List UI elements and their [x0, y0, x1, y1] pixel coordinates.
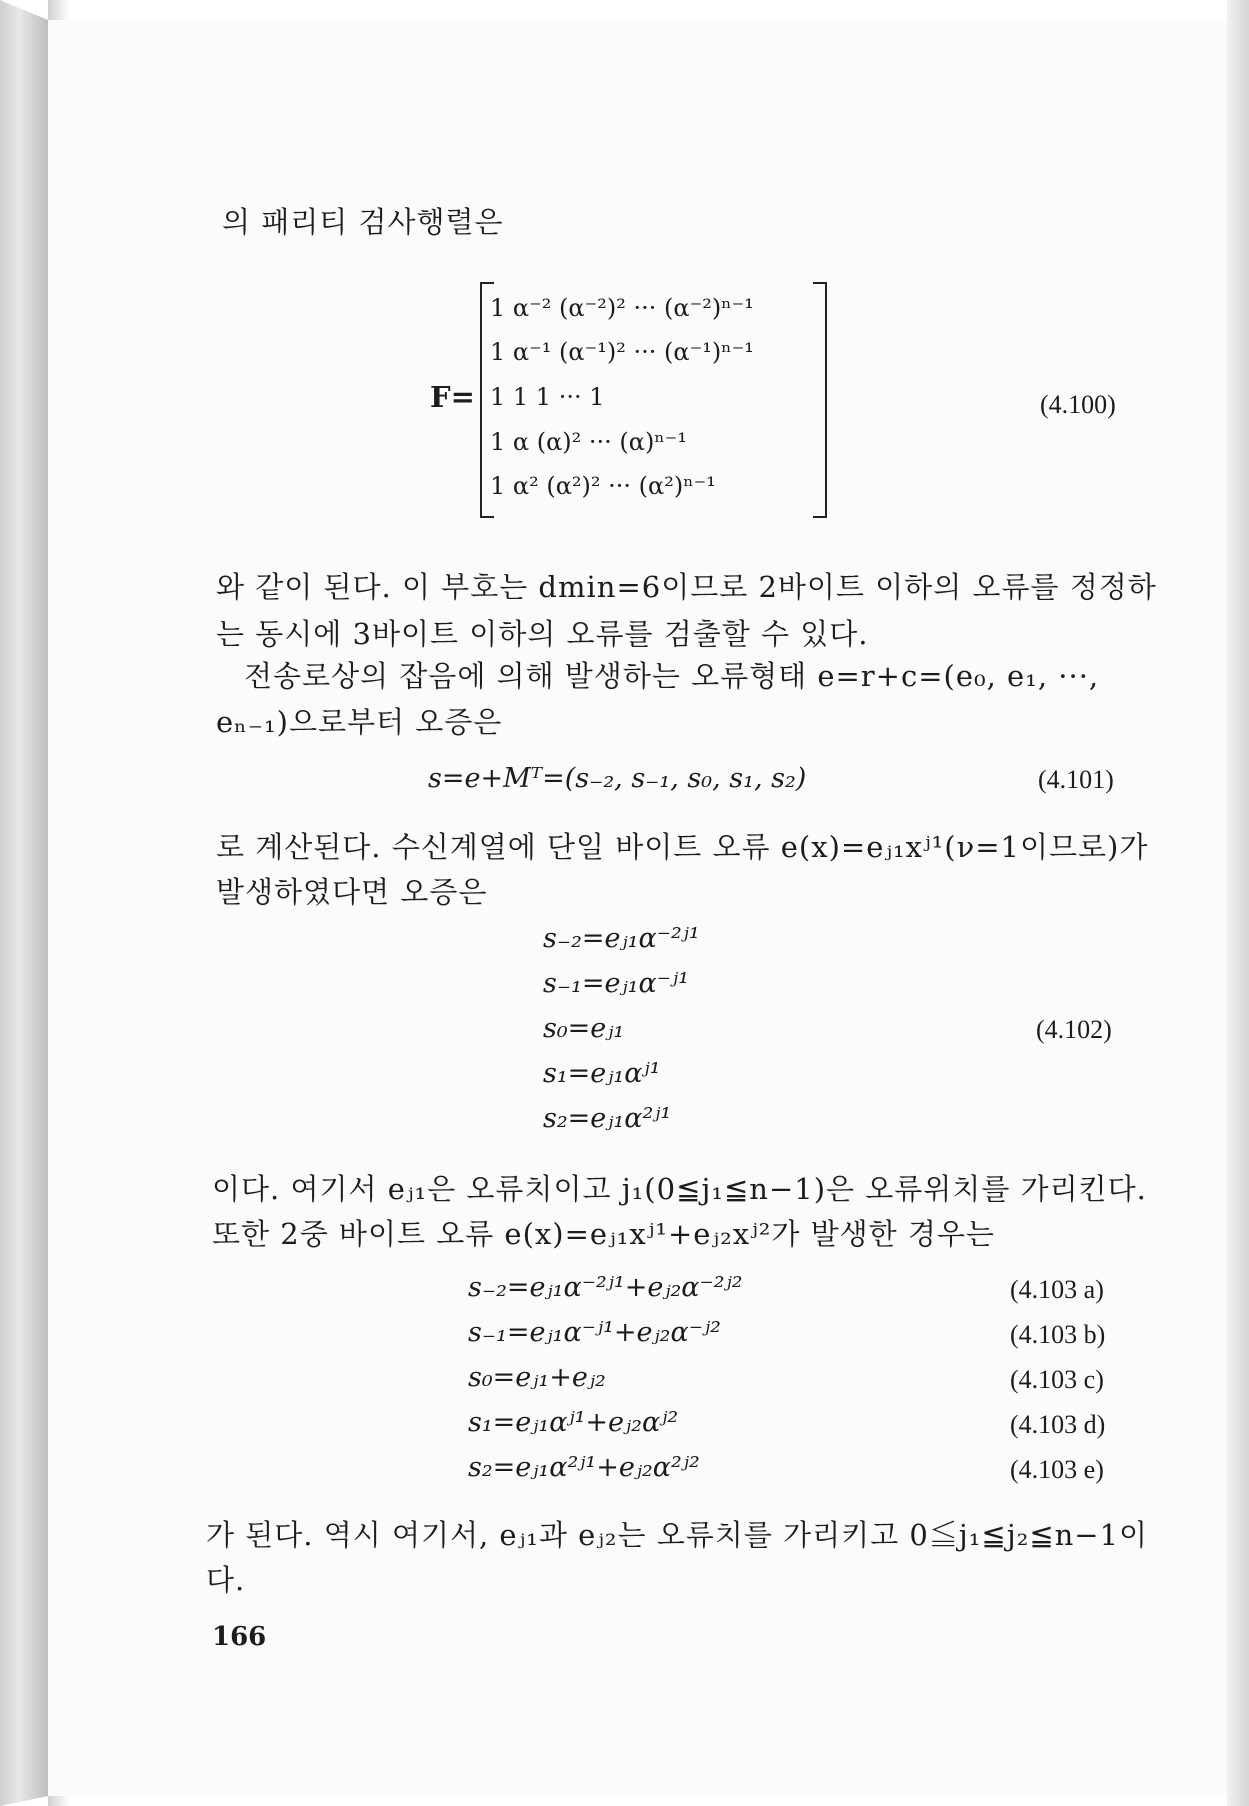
paragraph-line: 이다. 여기서 eⱼ₁은 오류치이고 j₁(0≦j₁≦n−1)은 오류위치를 가리킨다.	[212, 1172, 1147, 1206]
equation-line: s₋₁=eⱼ₁α⁻ʲ¹+eⱼ₂α⁻ʲ²	[468, 1317, 721, 1348]
book-spine	[0, 0, 48, 1806]
equation-number: (4.103 a)	[1010, 1275, 1104, 1304]
paragraph-line: eₙ₋₁)으로부터 오증은	[216, 705, 503, 739]
equation-line: s₋₁=eⱼ₁α⁻ʲ¹	[543, 968, 689, 999]
matrix-label: F=	[430, 380, 475, 414]
equation-4-101: s=e+Mᵀ=(s₋₂, s₋₁, s₀, s₁, s₂)	[428, 763, 807, 794]
equation-line: s₁=eⱼ₁αʲ¹+eⱼ₂αʲ²	[468, 1407, 679, 1438]
intro-line: 의 패리티 검사행렬은	[222, 205, 504, 239]
matrix-row: 1 α² (α²)² ··· (α²)ⁿ⁻¹	[490, 472, 716, 500]
equation-number: (4.103 c)	[1010, 1365, 1104, 1394]
equation-number: (4.102)	[1036, 1015, 1112, 1044]
equation-line: s₁=eⱼ₁αʲ¹	[543, 1058, 661, 1089]
equation-number: (4.103 b)	[1010, 1320, 1106, 1349]
equation-number: (4.103 d)	[1010, 1410, 1106, 1439]
equation-line: s₀=eⱼ₁	[543, 1013, 625, 1044]
matrix-right-bracket	[813, 282, 827, 518]
paragraph-line: 는 동시에 3바이트 이하의 오류를 검출할 수 있다.	[216, 617, 869, 651]
paragraph-line: 가 된다. 역시 여기서, eⱼ₁과 eⱼ₂는 오류치를 가리키고 0≦j₁≦j₂≦n−1이	[206, 1518, 1149, 1552]
paragraph-line: 발생하였다면 오증은	[216, 875, 488, 909]
paragraph-line: 로 계산된다. 수신계열에 단일 바이트 오류 e(x)=eⱼ₁xʲ¹(ν=1이므로)가	[216, 830, 1149, 864]
equation-line: s₂=eⱼ₁α²ʲ¹+eⱼ₂α²ʲ²	[468, 1452, 700, 1483]
equation-line: s₀=eⱼ₁+eⱼ₂	[468, 1362, 606, 1393]
page-number: 166	[212, 1622, 267, 1652]
paragraph-line: 전송로상의 잡음에 의해 발생하는 오류형태 e=r+c=(e₀, e₁, ···,	[244, 659, 1100, 693]
matrix-row: 1 1 1 ··· 1	[490, 383, 605, 411]
matrix-row: 1 α⁻² (α⁻²)² ··· (α⁻²)ⁿ⁻¹	[490, 294, 754, 322]
equation-number: (4.103 e)	[1010, 1455, 1104, 1484]
page-fore-edge	[1227, 0, 1249, 1806]
paragraph-line: 다.	[206, 1563, 246, 1597]
equation-line: s₋₂=eⱼ₁α⁻²ʲ¹+eⱼ₂α⁻²ʲ²	[468, 1272, 743, 1303]
equation-number: (4.100)	[1040, 390, 1116, 419]
paragraph-line: 와 같이 된다. 이 부호는 dmin=6이므로 2바이트 이하의 오류를 정정하	[216, 570, 1157, 604]
paragraph-line: 또한 2중 바이트 오류 e(x)=eⱼ₁xʲ¹+eⱼ₂xʲ²가 발생한 경우는	[212, 1217, 995, 1251]
equation-line: s₋₂=eⱼ₁α⁻²ʲ¹	[543, 923, 700, 954]
matrix-row: 1 α⁻¹ (α⁻¹)² ··· (α⁻¹)ⁿ⁻¹	[490, 338, 754, 366]
matrix-row: 1 α (α)² ··· (α)ⁿ⁻¹	[490, 428, 688, 456]
equation-number: (4.101)	[1038, 765, 1114, 794]
equation-line: s₂=eⱼ₁α²ʲ¹	[543, 1103, 672, 1134]
